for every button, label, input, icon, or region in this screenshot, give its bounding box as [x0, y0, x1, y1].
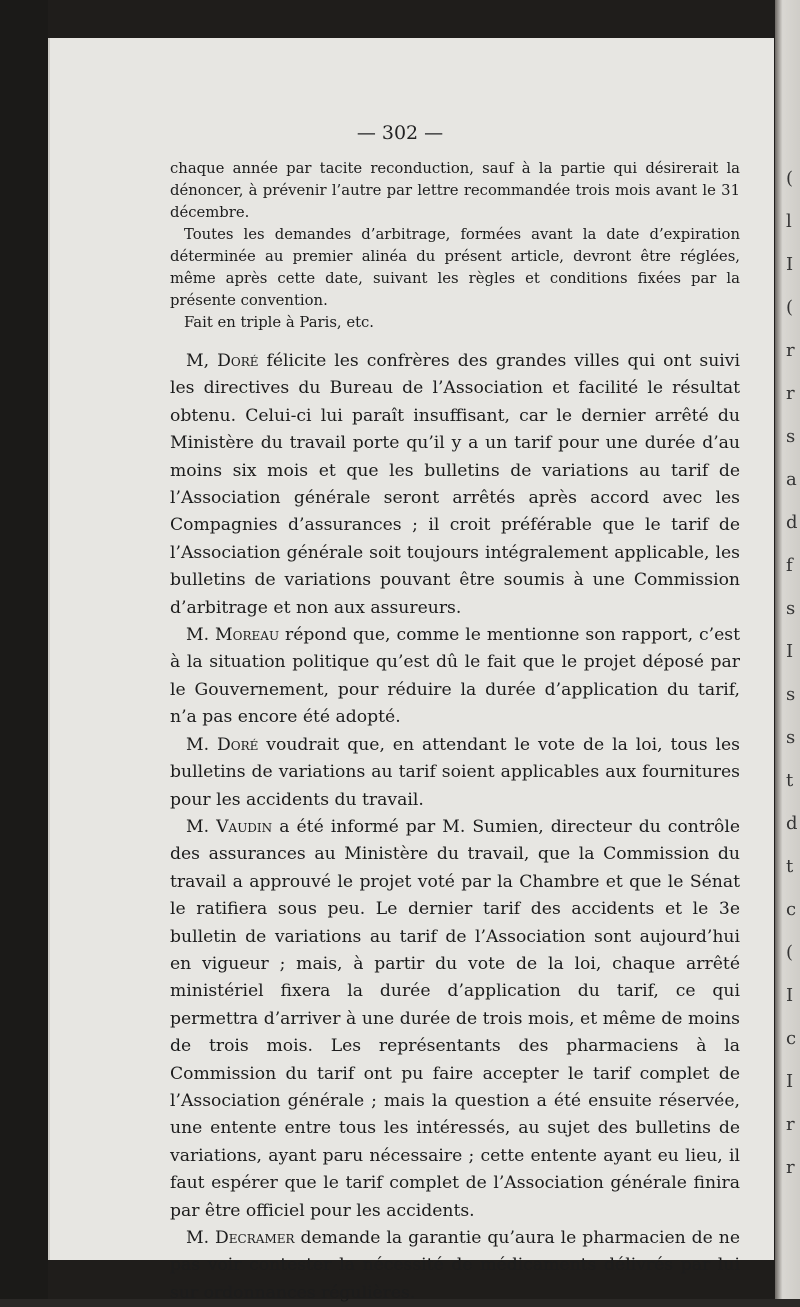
debate-paragraph [170, 622, 740, 732]
speaker-title: M. [186, 625, 216, 646]
speaker-name: Doré [217, 351, 259, 371]
edge-letter: a [786, 469, 797, 490]
debate-minutes [170, 348, 740, 1307]
next-page-edge-letters [786, 170, 800, 1202]
edge-letter: f [786, 555, 793, 576]
edge-letter: s [786, 727, 796, 748]
paragraph-body: demande la garantie qu’aura le pharmacien de ne pas voir contester la nécessité de médicaments délivrés par lui sur ordonnances régulières. [170, 1228, 740, 1303]
edge-letter: d [786, 813, 798, 834]
speaker-name: Moreau [215, 625, 280, 646]
book-binding [0, 0, 48, 1299]
speaker-name: Decramer [215, 1228, 295, 1248]
edge-letter: t [786, 770, 794, 791]
edge-letter: c [786, 1028, 797, 1049]
debate-paragraph [170, 814, 740, 1225]
edge-letter: r [786, 383, 795, 404]
debate-paragraph [170, 732, 740, 814]
edge-letter: ( [786, 297, 794, 318]
edge-letter: I [786, 641, 794, 662]
paragraph-body: a été informé par M. Sumien, directeur du contrôle des assurances au Ministère du travail, que la Commission du travail a approuvé le projet voté par la Chambre et que le Sénat le ratifiera sous peu. Le dernier tarif des accidents et le 3e bulletin de variations au tarif de l’Association sont aujourd’hui en vigueur ; mais, à partir du vote de la loi, chaque arrêté ministériel fixera la durée d’application du tarif, ce qui permettra d’arriver à une durée de trois mois, et même de moins de trois mois. Les représentants des pharmaciens à la Commission du tarif ont pu faire accepter le tarif complet de l’Association générale ; mais la question a été ensuite réservée, une entente entre tous les intéressés, au sujet des bulletins de variations, ayant paru nécessaire ; cette entente ayant eu lieu, il faut espérer que le tarif complet de l’Association générale finira par être officiel pour les accidents. [170, 816, 740, 1221]
debate-paragraph [170, 348, 740, 622]
edge-letter: l [786, 211, 792, 232]
convention-paragraph: Toutes les demandes d’arbitrage, formées avant la date d’expiration déterminée au premier alinéa du présent article, devront être réglées, même après cette date, suivant les règles et conditions fixées par la présente convention. [170, 226, 740, 309]
edge-letter: r [786, 340, 795, 361]
edge-letter: I [786, 254, 794, 275]
debate-paragraph [170, 1225, 740, 1307]
edge-letter: s [786, 684, 796, 705]
convention-closing: Fait en triple à Paris, etc. [184, 314, 375, 331]
edge-letter: s [786, 426, 796, 447]
page-number: — 302 — [356, 122, 444, 144]
edge-letter: ( [786, 942, 794, 963]
speaker-title: M. [186, 734, 217, 755]
edge-letter: r [786, 1157, 795, 1178]
paragraph-body: félicite les confrères des grandes villes qui ont suivi les directives du Bureau de l’Association et facilité le résultat obtenu. Celui-ci lui paraît insuffisant, car le dernier arrêté du Ministère du travail porte qu’il y a un tarif pour une durée d’au moins six mois et que les bulletins de variations au tarif de l’Association générale seront arrêtés après accord avec les Compagnies d’assurances ; il croit préférable que le tarif de l’Association générale soit toujours intégralement applicable, les bulletins de variations pouvant être soumis à une Commission d’arbitrage et non aux assureurs. [170, 351, 740, 618]
speaker-name: Vaudin [216, 816, 273, 837]
edge-letter: I [786, 1071, 794, 1092]
edge-letter: d [786, 512, 798, 533]
speaker-title: M. [186, 1228, 216, 1248]
speaker-title: M, [186, 351, 218, 371]
edge-letter: ( [786, 168, 794, 189]
page-text [170, 158, 740, 1307]
convention-excerpt [170, 158, 740, 334]
edge-letter: c [786, 899, 797, 920]
convention-paragraph: chaque année par tacite reconduction, sauf à la partie qui désirerait la dénoncer, à prévenir l’autre par lettre recommandée trois mois avant le 31 décembre. [170, 160, 740, 221]
paragraph-body: voudrait que, en attendant le vote de la loi, tous les bulletins de variations au tarif soient applicables aux fournitures pour les accidents du travail. [170, 734, 740, 810]
edge-letter: r [786, 1114, 795, 1135]
speaker-title: M. [186, 816, 217, 837]
edge-letter: I [786, 985, 794, 1006]
edge-letter: t [786, 856, 794, 877]
speaker-name: Doré [216, 734, 259, 755]
edge-letter: s [786, 598, 796, 619]
paragraph-body: répond que, comme le mentionne son rapport, c’est à la situation politique qu’est dû le fait que le projet déposé par le Gouvernement, pour réduire la durée d’application du tarif, n’a pas encore été adopté. [170, 625, 740, 728]
